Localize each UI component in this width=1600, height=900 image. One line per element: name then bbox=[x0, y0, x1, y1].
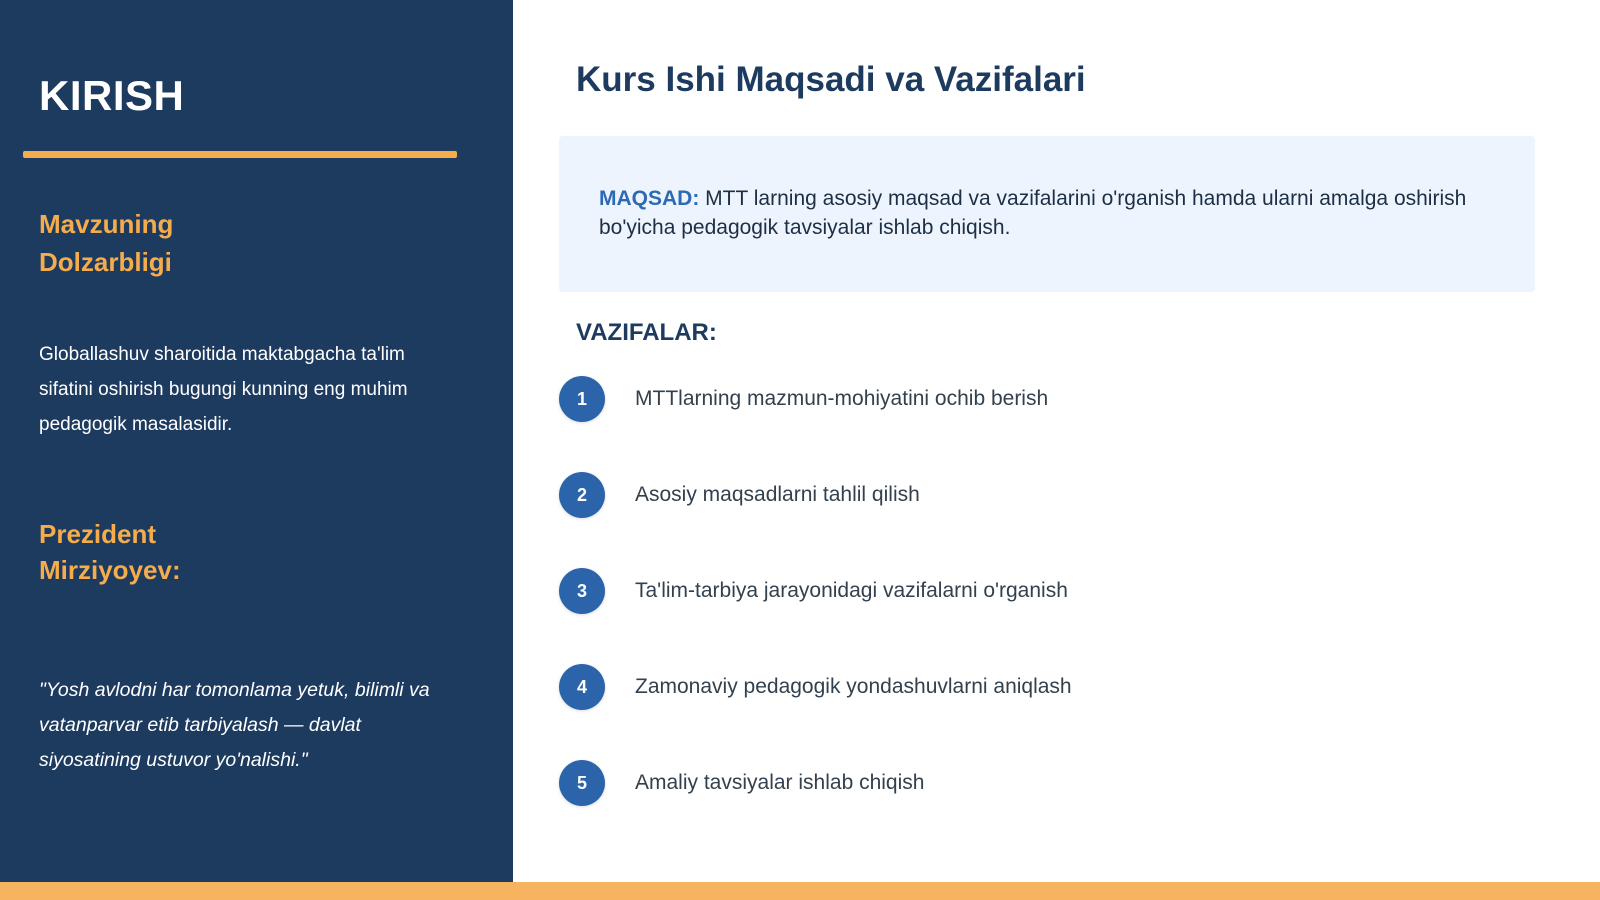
task-text: MTTlarning mazmun-mohiyatini ochib berish bbox=[635, 387, 1049, 410]
task-number-badge: 5 bbox=[559, 760, 605, 806]
sidebar-divider bbox=[23, 151, 457, 158]
task-text: Amaliy tavsiyalar ishlab chiqish bbox=[635, 771, 925, 794]
task-number-badge: 1 bbox=[559, 376, 605, 422]
goal-box bbox=[559, 136, 1535, 292]
relevance-heading: Mavzuning Dolzarbligi bbox=[39, 209, 174, 277]
bottom-accent-bar bbox=[0, 882, 1600, 900]
task-text: Asosiy maqsadlarni tahlil qilish bbox=[635, 483, 920, 506]
president-heading: Prezident Mirziyoyev: bbox=[39, 519, 181, 585]
task-text: Ta'lim-tarbiya jarayonidagi vazifalarni o'rganish bbox=[635, 579, 1068, 602]
page-title: Kurs Ishi Maqsadi va Vazifalari bbox=[576, 60, 1086, 99]
relevance-text: Globallashuv sharoitida maktabgacha ta'lim sifatini oshirish bugungi kunning eng muhim pedagogik masalasidir. bbox=[39, 344, 408, 435]
goal-paragraph bbox=[599, 184, 1495, 242]
task-number-badge: 2 bbox=[559, 472, 605, 518]
sidebar-title: KIRISH bbox=[39, 72, 185, 119]
task-text: Zamonaviy pedagogik yondashuvlarni aniqlash bbox=[635, 675, 1072, 698]
intro-sidebar bbox=[0, 0, 513, 882]
goal-text: MTT larning asosiy maqsad va vazifalarini o'rganish hamda ularni amalga oshirish bo'yicha pedagogik tavsiyalar ishlab chiqish. bbox=[599, 187, 1467, 239]
president-quote: "Yosh avlodni har tomonlama yetuk, bilimli va vatanparvar etib tarbiyalash — davlat siyosatining ustuvor yo'nalishi." bbox=[39, 679, 430, 771]
task-number-badge: 4 bbox=[559, 664, 605, 710]
tasks-heading: VAZIFALAR: bbox=[576, 319, 717, 346]
goal-label: MAQSAD: bbox=[599, 187, 700, 210]
task-number-badge: 3 bbox=[559, 568, 605, 614]
